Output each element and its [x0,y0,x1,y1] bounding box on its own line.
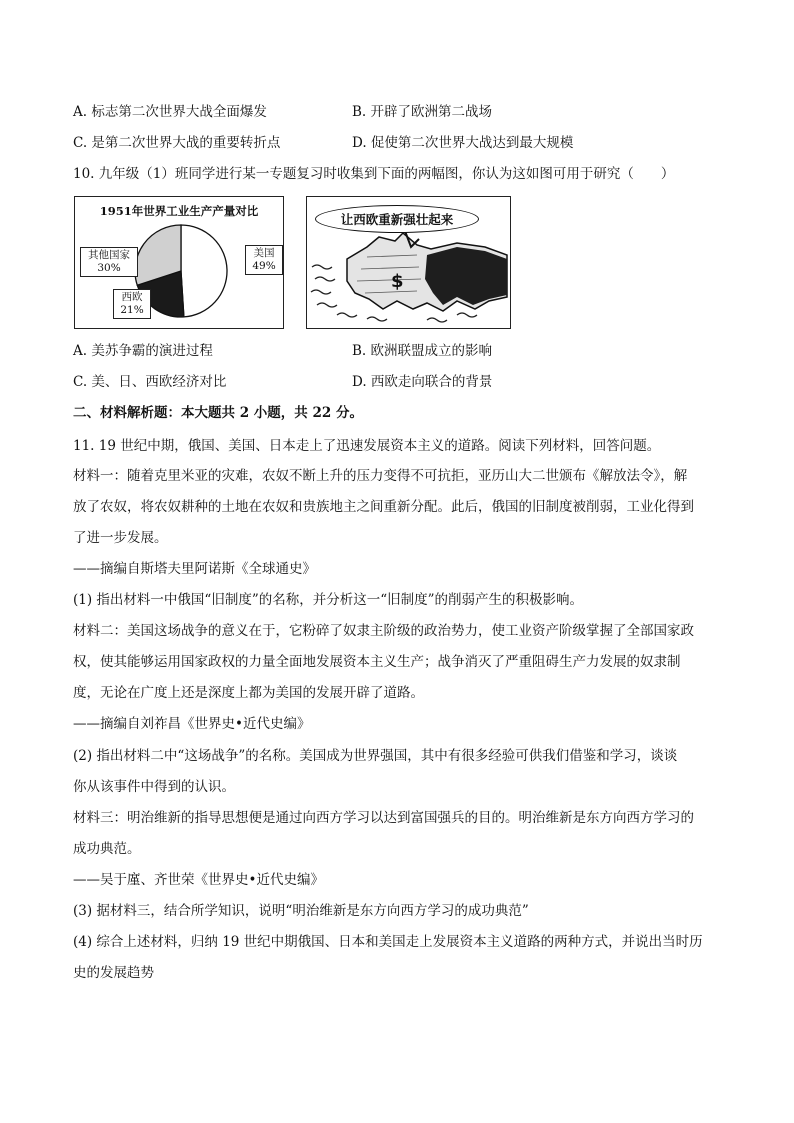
section2-header: 二、材料解析题：本大题共 2 小题，共 22 分。 [73,405,363,421]
q9-option-b: B. 开辟了欧洲第二战场 [352,104,493,120]
material2-source: ——摘编自刘祚昌《世界史•近代史编》 [73,716,311,732]
q9-option-d: D. 促使第二次世界大战达到最大规模 [352,135,574,151]
material1-line1: 材料一：随着克里米亚的灾难，农奴不断上升的压力变得不可抗拒，亚历山大二世颁布《解放法令》，解 [73,468,688,484]
material1-line3: 了进一步发展。 [73,530,168,546]
question-4-line1: (4) 综合上述材料，归纳 19 世纪中期俄国、日本和美国走上发展资本主义道路的两种方式，并说出当时历 [73,934,703,950]
material3-line1: 材料三：明治维新的指导思想便是通过向西方学习以达到富国强兵的目的。明治维新是东方向西方学习的 [73,810,694,826]
q9-option-c: C. 是第二次世界大战的重要转折点 [73,135,281,151]
q10-stem: 10. 九年级（1）班同学进行某一专题复习时收集到下面的两幅图，你认为这如图可用于研究（ ） [73,166,675,182]
q10-option-a: A. 美苏争霸的演进过程 [73,343,213,359]
material1-source: ——摘编自斯塔夫里阿诺斯《全球通史》 [73,561,316,577]
question-2-line2: 你从该事件中得到的认识。 [73,779,235,795]
pie-chart-figure [74,196,284,329]
legend-other [80,247,138,277]
legend-other-pct: 30% [97,262,121,274]
question-3: (3) 据材料三，结合所学知识，说明“明治维新是东方向西方学习的成功典范” [73,903,529,919]
question-2-line1: (2) 指出材料二中“这场战争”的名称。美国成为世界强国，其中有很多经验可供我们借鉴和学习，谈谈 [73,748,678,764]
legend-us [245,245,283,275]
legend-other-name: 其他国家 [88,249,130,261]
cartoon-caption: 让西欧重新强壮起来 [315,205,479,233]
material1-line2: 放了农奴，将农奴耕种的土地在农奴和贵族地主之间重新分配。此后，俄国的旧制度被削弱，工业化得到 [73,499,694,515]
material3-source: ——吴于廑、齐世荣《世界史•近代史编》 [73,872,324,888]
legend-we-name: 西欧 [121,291,143,303]
q10-option-b: B. 欧洲联盟成立的影响 [352,343,493,359]
material3-line2: 成功典范。 [73,841,141,857]
legend-us-name: 美国 [253,247,275,259]
q10-option-d: D. 西欧走向联合的背景 [352,374,493,390]
question-4-line2: 史的发展趋势 [73,965,154,981]
pie-chart-title: 1951年世界工业生产产量对比 [99,204,259,218]
material2-line1: 材料二：美国这场战争的意义在于，它粉碎了奴隶主阶级的政治势力，使工业资产阶级掌握了全部国家政 [73,623,694,639]
q9-option-a: A. 标志第二次世界大战全面爆发 [73,104,267,120]
pie-slice-0 [181,225,227,317]
eastern-region [425,247,507,305]
dollar-sign: $ [391,271,404,292]
material2-line2: 权，使其能够运用国家政权的力量全面地发展资本主义生产；战争消灭了严重阻碍生产力发展的奴隶制 [73,654,681,670]
q11-stem: 11. 19 世纪中期，俄国、美国、日本走上了迅速发展资本主义的道路。阅读下列材料，回答问题。 [73,438,661,454]
legend-we [113,289,151,319]
material2-line3: 度，无论在广度上还是深度上都为美国的发展开辟了道路。 [73,685,424,701]
question-1: (1) 指出材料一中俄国“旧制度”的名称，并分析这一“旧制度”的削弱产生的积极影响。 [73,592,584,608]
legend-we-pct: 21% [120,304,144,316]
legend-us-pct: 49% [252,260,276,272]
cartoon-figure [306,196,511,329]
q10-option-c: C. 美、日、西欧经济对比 [73,374,227,390]
